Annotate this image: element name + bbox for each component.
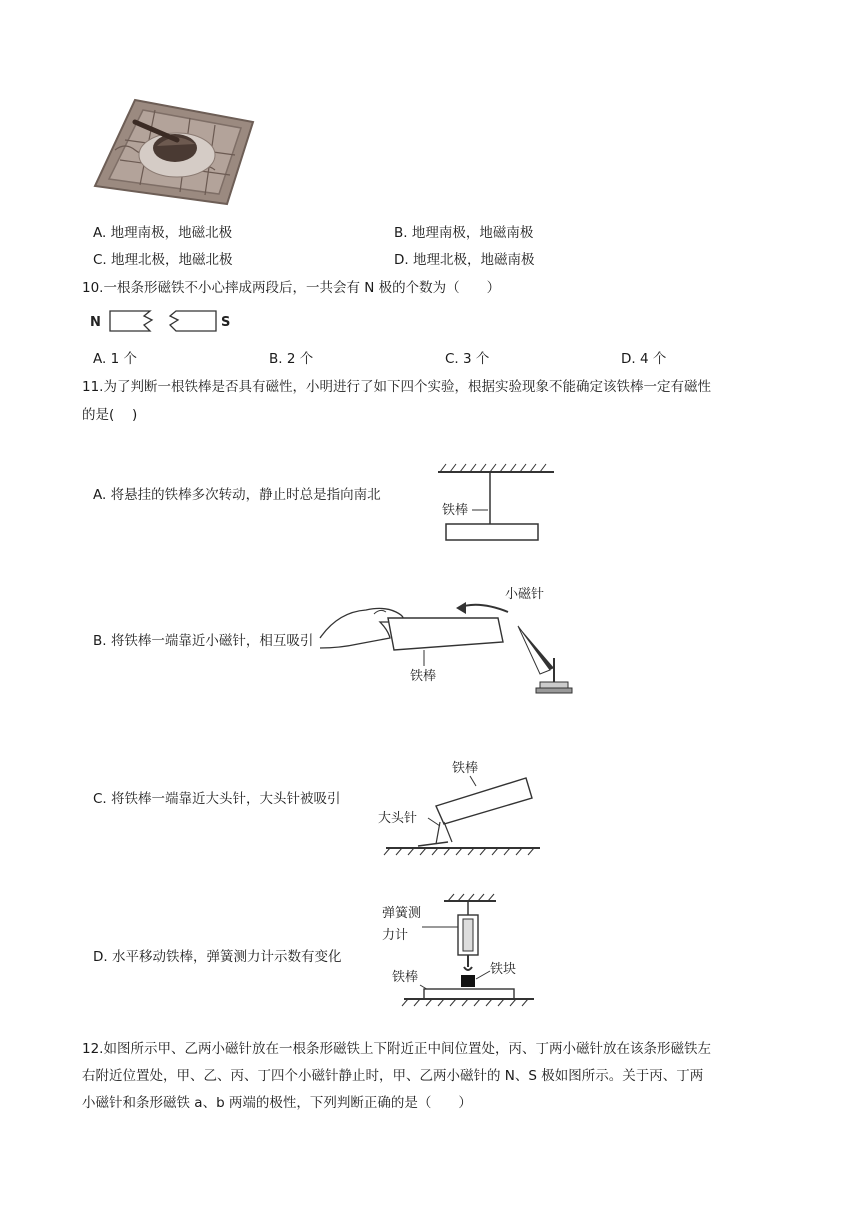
rod-label-c: 铁棒	[452, 761, 479, 776]
scale-label-2: 力计	[382, 928, 409, 943]
q12-stem-line3: 小磁针和条形磁铁 a、b 两端的极性，下列判断正确的是（ ）	[82, 1095, 472, 1111]
rod-pin-figure	[378, 756, 548, 856]
hand-rod-needle-figure	[318, 578, 578, 698]
q11-stem-line2: 的是( )	[82, 407, 138, 423]
magnet-n-label: N	[90, 315, 101, 330]
q10-option-a: A. 1 个	[93, 351, 137, 367]
q10-option-c: C. 3 个	[445, 351, 490, 367]
q11-option-c: C. 将铁棒一端靠近大头针，大头针被吸引	[93, 791, 341, 807]
q9-option-b: B. 地理南极，地磁南极	[394, 225, 534, 241]
q9-option-d: D. 地理北极，地磁南极	[394, 252, 535, 268]
q10-option-d: D. 4 个	[621, 351, 667, 367]
rod-label-d: 铁棒	[392, 970, 419, 985]
q11-option-b: B. 将铁棒一端靠近小磁针，相互吸引	[93, 633, 314, 649]
compass-photo	[95, 100, 255, 205]
scale-label-1: 弹簧测	[382, 906, 422, 921]
q10-stem: 10.一根条形磁铁不小心摔成两段后，一共会有 N 极的个数为（ ）	[82, 280, 501, 296]
q11-stem-line1: 11.为了判断一根铁棒是否具有磁性，小明进行了如下四个实验，根据实验现象不能确定该铁棒一定有磁性	[82, 379, 711, 395]
needle-label-b: 小磁针	[505, 587, 545, 602]
q11-option-a: A. 将悬挂的铁棒多次转动，静止时总是指向南北	[93, 487, 381, 503]
q12-stem-line2: 右附近位置处，甲、乙、丙、丁四个小磁针静止时，甲、乙两小磁针的 N、S 极如图所示。关于丙、丁两	[82, 1068, 704, 1084]
q11-option-d: D. 水平移动铁棒，弹簧测力计示数有变化	[93, 949, 342, 965]
q9-option-c: C. 地理北极，地磁北极	[93, 252, 233, 268]
q10-option-b: B. 2 个	[269, 351, 314, 367]
q12-stem-line1: 12.如图所示甲、乙两小磁针放在一根条形磁铁上下附近正中间位置处，丙、丁两小磁针放在该条形磁铁左	[82, 1041, 711, 1057]
pin-label-c: 大头针	[378, 811, 418, 826]
hanging-rod-figure	[432, 462, 562, 547]
rod-label-b: 铁棒	[410, 669, 437, 684]
spring-scale-figure	[378, 893, 538, 1017]
q9-option-a: A. 地理南极，地磁北极	[93, 225, 233, 241]
magnet-s-label: S	[221, 315, 231, 330]
broken-magnet-figure	[88, 306, 248, 336]
rod-label-a: 铁棒	[442, 503, 469, 518]
block-label: 铁块	[490, 962, 517, 977]
